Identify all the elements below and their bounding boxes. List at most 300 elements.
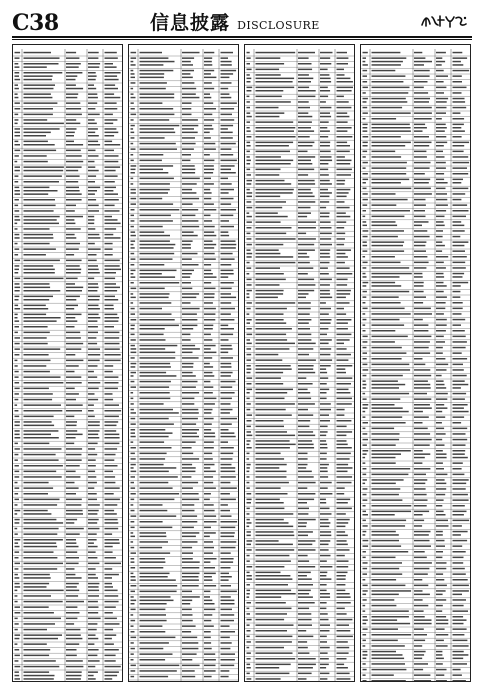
table-cell-text [24,155,47,157]
table-cell-text [105,465,118,467]
table-cell-text [88,528,100,530]
table-cell-text [453,669,461,671]
table-cell-text [372,439,400,441]
table-cell-text [66,425,77,427]
table-cell-text [320,368,326,370]
table-cell-text [256,308,287,310]
table-cell-text [436,654,442,656]
table-cell-text [414,118,432,120]
table-cell-text [221,576,232,578]
table-cell-text [182,70,194,72]
table-cell-text [15,606,21,608]
table-cell-text [414,127,427,129]
table-cell-text [256,328,292,330]
table-cell-text [66,193,82,195]
table-cell-text [320,163,328,165]
table-cell-text [221,297,237,299]
table-cell-text [221,189,235,191]
table-cell-text [105,219,118,221]
table-cell-text [372,494,399,496]
table-cell-text [66,388,75,390]
table-cell-text [221,398,232,400]
table-cell-text [182,625,196,627]
table-cell-text [363,645,366,647]
table-cell-text [66,499,82,501]
table-cell-text [436,511,444,512]
table-cell-text [131,189,136,191]
table-cell-text [140,352,176,354]
table-cell-text [372,407,403,409]
table-cell-text [15,123,18,125]
table-cell-text [105,476,116,478]
table-cell-text [256,244,284,246]
table-cell-text [140,579,176,581]
table-cell-text [414,358,423,360]
table-cell-text [15,75,20,77]
table-cell-text [182,231,194,233]
table-cell-text [372,590,412,592]
table-cell-text [436,142,447,144]
table-cell-text [247,267,252,269]
table-cell-text [88,557,97,559]
table-cell-text [247,499,252,501]
table-cell-text [298,130,314,132]
table-cell-text [140,493,180,495]
table-cell-text [337,63,349,65]
table-cell-text [88,606,99,608]
table-cell-text [247,630,251,632]
table-cell-text [256,526,294,528]
table-cell-text [15,317,18,319]
table-cell-text [15,471,20,473]
table-cell-text [204,172,213,174]
table-cell-text [105,528,119,530]
table-cell-text [320,233,332,235]
table-cell-text [337,526,346,528]
table-cell-text [221,61,232,63]
table-cell-text [204,441,214,443]
table-cell-text [414,663,428,665]
table-cell-text [247,334,253,336]
table-cell-text [131,334,135,336]
table-cell-text [320,652,328,654]
table-cell-text [256,431,288,433]
table-cell-text [88,234,99,236]
table-cell-text [15,618,18,620]
table-cell-text [105,365,114,367]
table-cell-text [298,641,307,643]
table-cell-text [24,166,64,168]
table-cell-text [15,482,18,484]
table-cell-text [320,578,331,580]
table-cell-text [182,102,192,104]
table-cell-text [372,380,398,382]
table-cell-text [453,324,462,326]
table-cell-text [140,339,166,341]
table-cell-text [131,653,134,655]
table-cell-text [182,409,198,411]
table-cell-text [436,52,446,54]
table-cell-text [320,453,327,455]
table-cell-text [320,96,328,98]
table-cell-text [105,510,115,512]
table-cell-text [363,352,368,354]
table-cell-text [414,341,430,343]
table-cell-text [247,377,253,379]
table-cell-text [256,63,285,65]
table-cell-text [88,93,97,95]
table-cell-text [140,648,164,650]
table-cell-text [372,610,409,612]
table-cell-text [140,73,165,75]
table-cell-text [436,444,445,446]
table-cell-text [204,61,212,63]
table-cell-text [105,141,113,143]
table-cell-text [66,161,83,163]
table-cell-text [140,398,171,400]
table-cell-text [337,624,350,626]
table-cell-text [453,308,463,310]
table-cell-text [221,547,236,549]
table-cell-text [182,160,190,162]
table-cell-text [105,546,113,548]
table-cell-text [414,57,425,59]
table-cell-text [247,664,251,666]
table-cell-text [372,375,403,377]
table-cell-text [15,404,18,406]
table-cell-text [337,613,347,615]
table-cell-text [140,532,167,534]
table-cell-text [298,207,311,209]
table-cell-text [247,136,252,138]
table-cell-text [15,228,18,230]
table-cell-text [414,462,422,464]
table-cell-text [88,513,97,515]
table-cell-text [182,386,196,388]
table-cell-text [298,431,313,433]
table-cell-text [320,101,326,103]
table-cell-text [372,204,397,206]
table-cell-text [372,462,396,464]
table-cell-text [88,66,99,68]
table-cell-text [131,476,136,478]
table-cell-text [105,416,119,418]
table-cell-text [247,555,250,557]
table-cell-text [24,66,47,68]
table-cell-text [337,174,352,176]
table-cell-text [182,253,198,255]
table-cell-text [298,233,306,235]
table-cell-text [88,437,99,439]
table-cell-text [131,52,137,54]
table-cell-text [298,151,308,153]
table-cell-text [66,522,74,524]
table-cell-text [247,207,253,209]
table-cell-text [204,521,217,523]
table-cell-text [140,172,169,174]
table-cell-text [24,399,53,401]
table-cell-text [247,216,252,218]
table-cell-text [131,447,136,449]
table-cell-text [320,262,330,264]
table-cell-text [140,670,177,672]
table-cell-text [15,114,19,116]
table-cell-text [256,156,281,158]
table-cell-text [247,522,252,524]
table-cell-text [105,75,118,77]
table-cell-text [105,290,118,292]
table-cell-text [414,236,430,238]
table-cell-text [436,230,443,232]
table-cell-text [66,542,76,544]
table-cell-text [320,180,330,182]
table-cell-text [320,575,326,577]
table-cell-text [298,253,307,255]
table-cell-text [88,465,96,467]
table-cell-text [256,192,293,194]
table-cell-text [256,151,291,153]
table-cell-text [15,348,20,350]
table-cell-text [256,608,292,610]
table-cell-text [131,235,136,237]
table-cell-text [66,510,83,512]
table-cell-text [372,324,405,326]
table-cell-text [221,648,231,650]
table-cell-text [140,215,171,217]
table-cell-text [204,375,214,377]
table-cell-text [247,127,250,129]
table-cell-text [221,432,235,434]
table-cell-text [221,192,229,194]
table-cell-text [24,97,53,99]
table-cell-text [204,57,212,59]
table-cell-text [88,499,97,501]
table-cell-text [221,381,236,383]
table-cell-text [221,273,234,275]
table-cell-text [298,630,306,632]
table-cell-text [131,432,136,434]
table-cell-text [140,325,179,327]
table-cell-text [372,70,396,72]
table-cell-text [256,290,284,292]
table-cell-text [15,539,21,541]
table-cell-text [337,112,348,114]
table-cell-text [24,443,50,445]
table-cell-text [66,360,83,362]
table-cell-text [131,398,134,400]
table-cell-text [105,393,113,395]
table-cell-text [256,467,280,469]
table-cell-text [436,273,444,275]
table-cell-text [221,160,237,162]
table-cell-text [436,439,442,441]
table-cell-text [15,583,20,585]
table-cell-text [88,542,94,544]
table-cell-text [221,600,235,602]
table-cell-text [256,96,282,98]
table-cell-text [88,404,94,406]
table-cell-text [131,297,136,299]
table-cell-text [256,121,294,123]
table-cell-text [140,183,170,185]
table-cell-text [372,245,404,247]
table-cell-text [436,557,442,559]
table-cell-text [66,382,82,384]
table-cell-text [247,578,253,580]
table-cell-text [221,220,230,222]
table-cell-text [337,121,348,123]
table-cell-text [182,240,193,242]
table-cell-text [182,178,200,180]
table-cell-text [320,487,328,489]
table-cell-text [140,515,177,517]
table-cell-text [453,590,469,592]
table-cell-text [247,343,252,345]
table-cell-text [88,590,99,592]
table-cell-text [105,63,114,65]
table-cell-text [66,459,82,461]
table-cell-text [204,547,214,549]
table-cell-text [320,502,326,504]
table-cell-text [453,130,465,132]
table-cell-text [24,606,49,608]
table-cell-text [140,653,173,655]
table-cell-text [436,534,443,536]
table-cell-text [320,420,330,422]
table-cell-text [256,487,281,489]
table-cell-text [320,322,331,324]
table-cell-text [221,515,232,517]
table-cell-text [140,665,180,667]
table-cell-text [182,600,192,602]
table-cell-text [182,482,198,484]
table-cell-text [66,421,77,423]
table-cell-text [182,114,192,116]
table-cell-text [363,182,366,184]
table-cell-text [363,81,368,83]
table-cell-text [105,317,120,319]
table-cell-text [140,372,167,374]
table-cell-text [15,638,20,640]
table-cell-text [453,330,465,332]
table-cell-text [140,70,174,72]
table-cell-text [256,319,284,321]
table-cell-text [66,260,82,262]
table-cell-text [372,511,412,512]
table-cell-text [363,658,367,660]
table-cell-text [105,299,119,301]
table-cell-text [204,77,216,79]
table-cell-text [436,407,447,409]
table-cell-text [88,299,99,301]
table-cell-text [88,586,99,588]
table-cell-text [363,156,366,158]
table-cell-text [337,249,352,251]
table-cell-text [140,348,166,350]
table-cell-text [363,610,366,612]
section-title-en: DISCLOSURE [237,19,320,32]
table-cell-text [24,332,50,334]
table-cell-text [105,181,115,183]
table-cell-text [66,348,81,350]
table-cell-text [320,121,329,123]
table-cell-text [320,499,326,501]
table-cell-text [436,462,443,464]
table-cell-text [414,444,430,446]
table-cell-text [320,293,330,295]
table-cell-text [131,276,136,278]
table-cell-text [15,376,19,378]
table-cell-text [66,568,75,570]
table-cell-text [24,533,58,535]
table-cell-text [88,522,97,524]
table-cell-text [436,494,445,496]
table-cell-text [182,302,191,304]
table-cell-text [88,128,98,130]
table-cell-text [436,210,446,212]
table-cell-text [24,365,47,367]
table-cell-text [298,160,311,162]
disclosure-table-area [12,44,472,682]
table-cell-text [131,482,135,484]
table-cell-text [256,74,281,76]
table-cell-text [298,74,309,76]
table-cell-text [221,288,232,290]
table-cell-text [204,192,212,194]
table-cell-text [204,70,214,72]
table-cell-text [320,256,330,258]
table-cell-text [131,253,135,255]
table-cell-text [247,244,252,246]
table-cell-text [436,216,445,218]
table-cell-text [414,262,429,264]
table-cell-text [140,631,166,633]
table-cell-text [88,243,95,245]
table-cell-text [247,196,253,198]
table-cell-text [372,199,408,201]
table-cell-text [414,619,432,621]
table-cell-text [140,614,167,616]
table-cell-text [256,253,281,255]
table-cell-text [105,187,117,189]
table-cell-text [24,72,63,74]
table-cell-text [88,638,98,640]
table-cell-text [414,585,428,587]
table-cell-text [320,544,329,546]
table-cell-text [221,532,235,534]
table-cell-text [320,212,330,214]
table-cell-text [414,416,429,418]
table-cell-text [414,590,423,592]
table-cell-text [88,623,97,625]
table-cell-text [221,591,237,593]
table-cell-text [363,479,367,481]
table-cell-text [298,493,315,495]
table-cell-text [298,52,315,54]
table-cell-text [363,520,366,522]
table-cell-text [453,499,469,501]
table-cell-text [414,291,424,293]
table-cell-text [453,605,464,607]
table-cell-text [414,514,423,516]
table-cell-text [15,79,21,81]
table-cell-text [436,545,445,547]
table-cell-text [453,282,469,284]
table-cell-text [372,193,396,195]
table-cell-text [372,92,409,94]
table-cell-text [105,557,116,559]
table-cell-text [337,322,348,324]
